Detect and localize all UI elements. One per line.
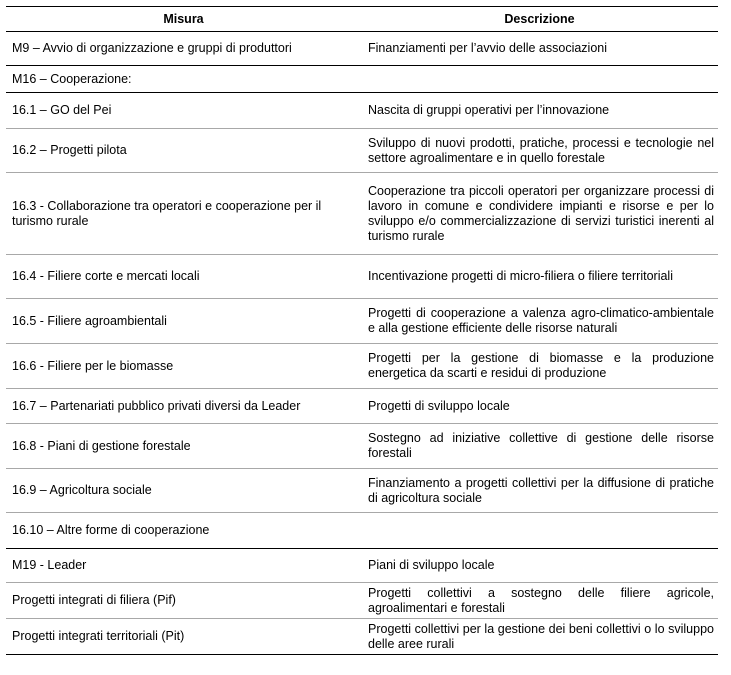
description-cell: Finanziamenti per l’avvio delle associazioni (361, 32, 718, 66)
table-row (6, 32, 718, 66)
description-cell: Nascita di gruppi operativi per l’innovazione (361, 93, 718, 129)
measure-cell: 16.10 – Altre forme di cooperazione (6, 513, 361, 549)
measures-table-container (6, 6, 718, 655)
table-row (6, 255, 718, 299)
table-row (6, 389, 718, 424)
measure-cell: 16.1 – GO del Pei (6, 93, 361, 129)
header-description: Descrizione (361, 7, 718, 32)
table-row (6, 173, 718, 255)
measure-cell: 16.9 – Agricoltura sociale (6, 469, 361, 513)
description-cell: Sviluppo di nuovi prodotti, pratiche, processi e tecnologie nel settore agroalimentare e in quello forestale (361, 129, 718, 173)
description-cell: Incentivazione progetti di micro-filiera o filiere territoriali (361, 255, 718, 299)
description-cell: Sostegno ad iniziative collettive di gestione delle risorse forestali (361, 424, 718, 469)
table-row (6, 344, 718, 389)
description-cell: Finanziamento a progetti collettivi per la diffusione di pratiche di agricoltura sociale (361, 469, 718, 513)
description-cell (361, 66, 718, 93)
table-row (6, 424, 718, 469)
description-cell: Progetti di sviluppo locale (361, 389, 718, 424)
measure-cell: 16.6 - Filiere per le biomasse (6, 344, 361, 389)
measure-cell: 16.5 - Filiere agroambientali (6, 299, 361, 344)
table-row (6, 93, 718, 129)
table-row (6, 299, 718, 344)
description-cell: Progetti collettivi a sostegno delle filiere agricole, agroalimentari e forestali (361, 583, 718, 619)
measure-cell: 16.3 - Collaborazione tra operatori e cooperazione per il turismo rurale (6, 173, 361, 255)
table-row (6, 619, 718, 655)
table-row (6, 129, 718, 173)
measure-cell: M9 – Avvio di organizzazione e gruppi di produttori (6, 32, 361, 66)
description-cell: Progetti di cooperazione a valenza agro-climatico-ambientale e alla gestione efficiente delle risorse naturali (361, 299, 718, 344)
measure-cell: 16.7 – Partenariati pubblico privati diversi da Leader (6, 389, 361, 424)
table-row (6, 513, 718, 549)
measure-cell: M16 – Cooperazione: (6, 66, 361, 93)
measure-cell: 16.4 - Filiere corte e mercati locali (6, 255, 361, 299)
measures-table (6, 6, 718, 655)
description-cell: Progetti per la gestione di biomasse e la produzione energetica da scarti e residui di produzione (361, 344, 718, 389)
table-row (6, 469, 718, 513)
table-row (6, 583, 718, 619)
table-header-row (6, 7, 718, 32)
measure-cell: Progetti integrati di filiera (Pif) (6, 583, 361, 619)
table-row (6, 549, 718, 583)
measure-cell: M19 - Leader (6, 549, 361, 583)
description-cell: Cooperazione tra piccoli operatori per organizzare processi di lavoro in comune e condividere impianti e risorse e per lo sviluppo e/o commercializzazione di servizi turistici inerenti al turismo rurale (361, 173, 718, 255)
table-row (6, 66, 718, 93)
description-cell: Piani di sviluppo locale (361, 549, 718, 583)
measure-cell: 16.8 - Piani di gestione forestale (6, 424, 361, 469)
description-cell: Progetti collettivi per la gestione dei beni collettivi o lo sviluppo delle aree rurali (361, 619, 718, 655)
description-cell (361, 513, 718, 549)
measure-cell: 16.2 – Progetti pilota (6, 129, 361, 173)
header-measure: Misura (6, 7, 361, 32)
measure-cell: Progetti integrati territoriali (Pit) (6, 619, 361, 655)
